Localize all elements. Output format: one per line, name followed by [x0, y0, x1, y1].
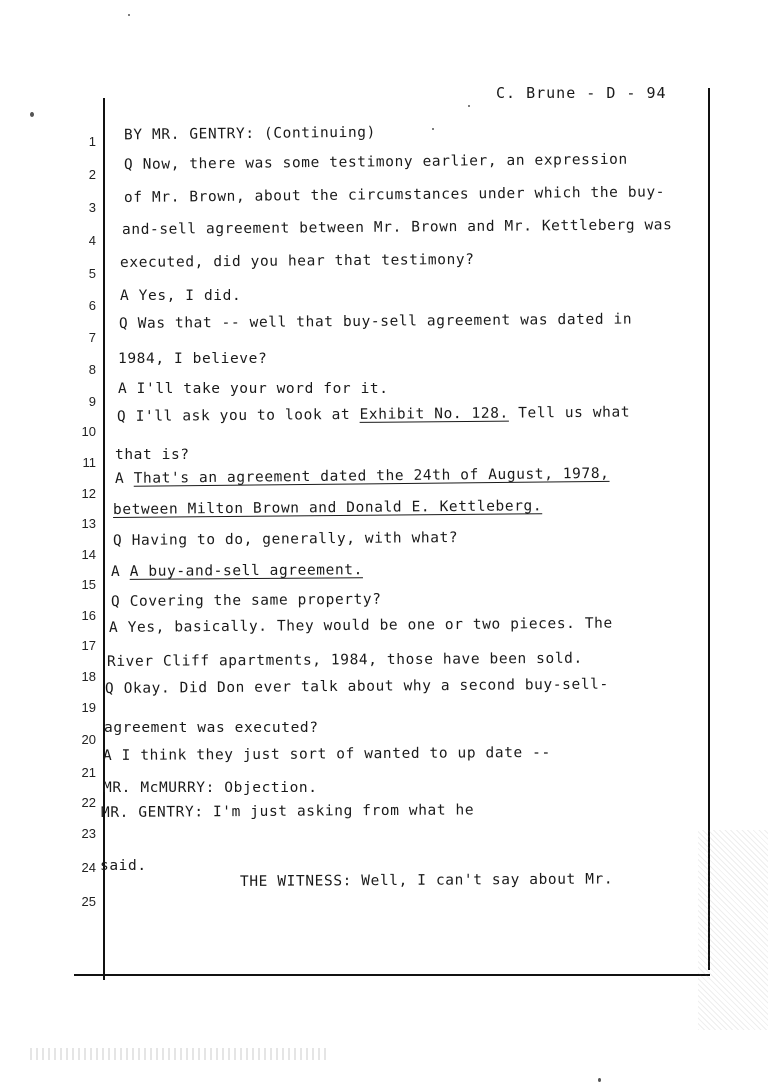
transcript-line: said. [100, 858, 147, 874]
line-number: 1 [88, 134, 96, 149]
line-number: 9 [88, 394, 96, 409]
line-text: Tell us what [508, 404, 631, 422]
line-number: 20 [81, 732, 96, 747]
line-number: 24 [81, 860, 96, 875]
line-number: 18 [81, 669, 96, 684]
transcript-line: of Mr. Brown, about the circumstances under which the buy- [123, 184, 666, 206]
transcript-line: executed, did you hear that testimony? [119, 251, 475, 271]
underlined-text: That's an agreement dated the 24th of August, 1978, [133, 465, 610, 487]
line-number: 19 [81, 700, 96, 715]
line-number: 11 [82, 455, 96, 470]
line-text: Q I'll ask you to look at [116, 406, 360, 425]
line-number: 17 [81, 638, 96, 653]
transcript-line: A Yes, I did. [120, 288, 242, 304]
transcript-line: Q Was that -- well that buy-sell agreement was dated in [118, 311, 633, 332]
scan-speck [128, 14, 130, 16]
page-header: C. Brune - D - 94 [496, 84, 667, 102]
line-number: 7 [88, 330, 96, 345]
line-number: 4 [88, 233, 96, 248]
line-number: 2 [88, 167, 96, 182]
underlined-text: A buy-and-sell agreement. [129, 562, 363, 580]
scan-noise [698, 830, 768, 1030]
bottom-rule [74, 974, 710, 976]
transcript-line: A I'll take your word for it. [118, 381, 389, 397]
scan-speck [468, 105, 470, 107]
line-number: 23 [81, 826, 96, 841]
transcript-line: Q Okay. Did Don ever talk about why a second buy-sell- [104, 676, 609, 697]
transcript-line: River Cliff apartments, 1984, those have been sold. [106, 650, 583, 670]
line-number: 21 [81, 765, 96, 780]
transcript-line: Q Covering the same property? [110, 591, 382, 610]
transcript-line: that is? [115, 447, 190, 463]
line-number: 15 [81, 577, 96, 592]
scan-speck [30, 112, 34, 117]
transcript-line: THE WITNESS: Well, I can't say about Mr. [239, 871, 614, 890]
transcript-line: MR. GENTRY: I'm just asking from what he [100, 802, 475, 821]
transcript-line: A I think they just sort of wanted to up date -- [102, 744, 551, 764]
left-margin-rule [103, 98, 105, 980]
transcript-line: Q Having to do, generally, with what? [112, 529, 459, 549]
exhibit-reference: Exhibit No. 128. [359, 405, 509, 423]
underlined-text: between Milton Brown and Donald E. Kettleberg. [112, 498, 543, 518]
line-number: 25 [81, 894, 96, 909]
line-number: 10 [81, 424, 96, 439]
transcript-line: 1984, I believe? [118, 351, 268, 367]
transcript-line: and-sell agreement between Mr. Brown and Mr. Kettleberg was [121, 217, 673, 238]
line-number: 14 [81, 547, 96, 562]
scan-speck [432, 128, 434, 130]
line-number: 13 [81, 516, 96, 531]
transcript-line: BY MR. GENTRY: (Continuing) [123, 124, 376, 144]
line-text: A [114, 470, 134, 487]
line-number: 16 [81, 608, 96, 623]
transcript-line [111, 562, 363, 580]
transcript-line [117, 405, 630, 425]
transcript-line [113, 498, 542, 518]
line-number: 22 [81, 795, 96, 810]
line-number: 6 [88, 298, 96, 313]
transcript-line [115, 466, 610, 487]
transcript-line: agreement was executed? [104, 720, 319, 736]
line-number: 5 [88, 266, 96, 281]
line-number: 8 [88, 362, 96, 377]
scan-speck [598, 1078, 601, 1082]
line-text: A [110, 563, 130, 580]
transcript-line: MR. McMURRY: Objection. [103, 780, 318, 796]
line-number: 12 [81, 486, 96, 501]
transcript-line: A Yes, basically. They would be one or two pieces. The [108, 615, 613, 636]
transcript-line: Q Now, there was some testimony earlier, an expression [123, 151, 628, 173]
scan-noise [30, 1048, 330, 1060]
line-number: 3 [88, 200, 96, 215]
